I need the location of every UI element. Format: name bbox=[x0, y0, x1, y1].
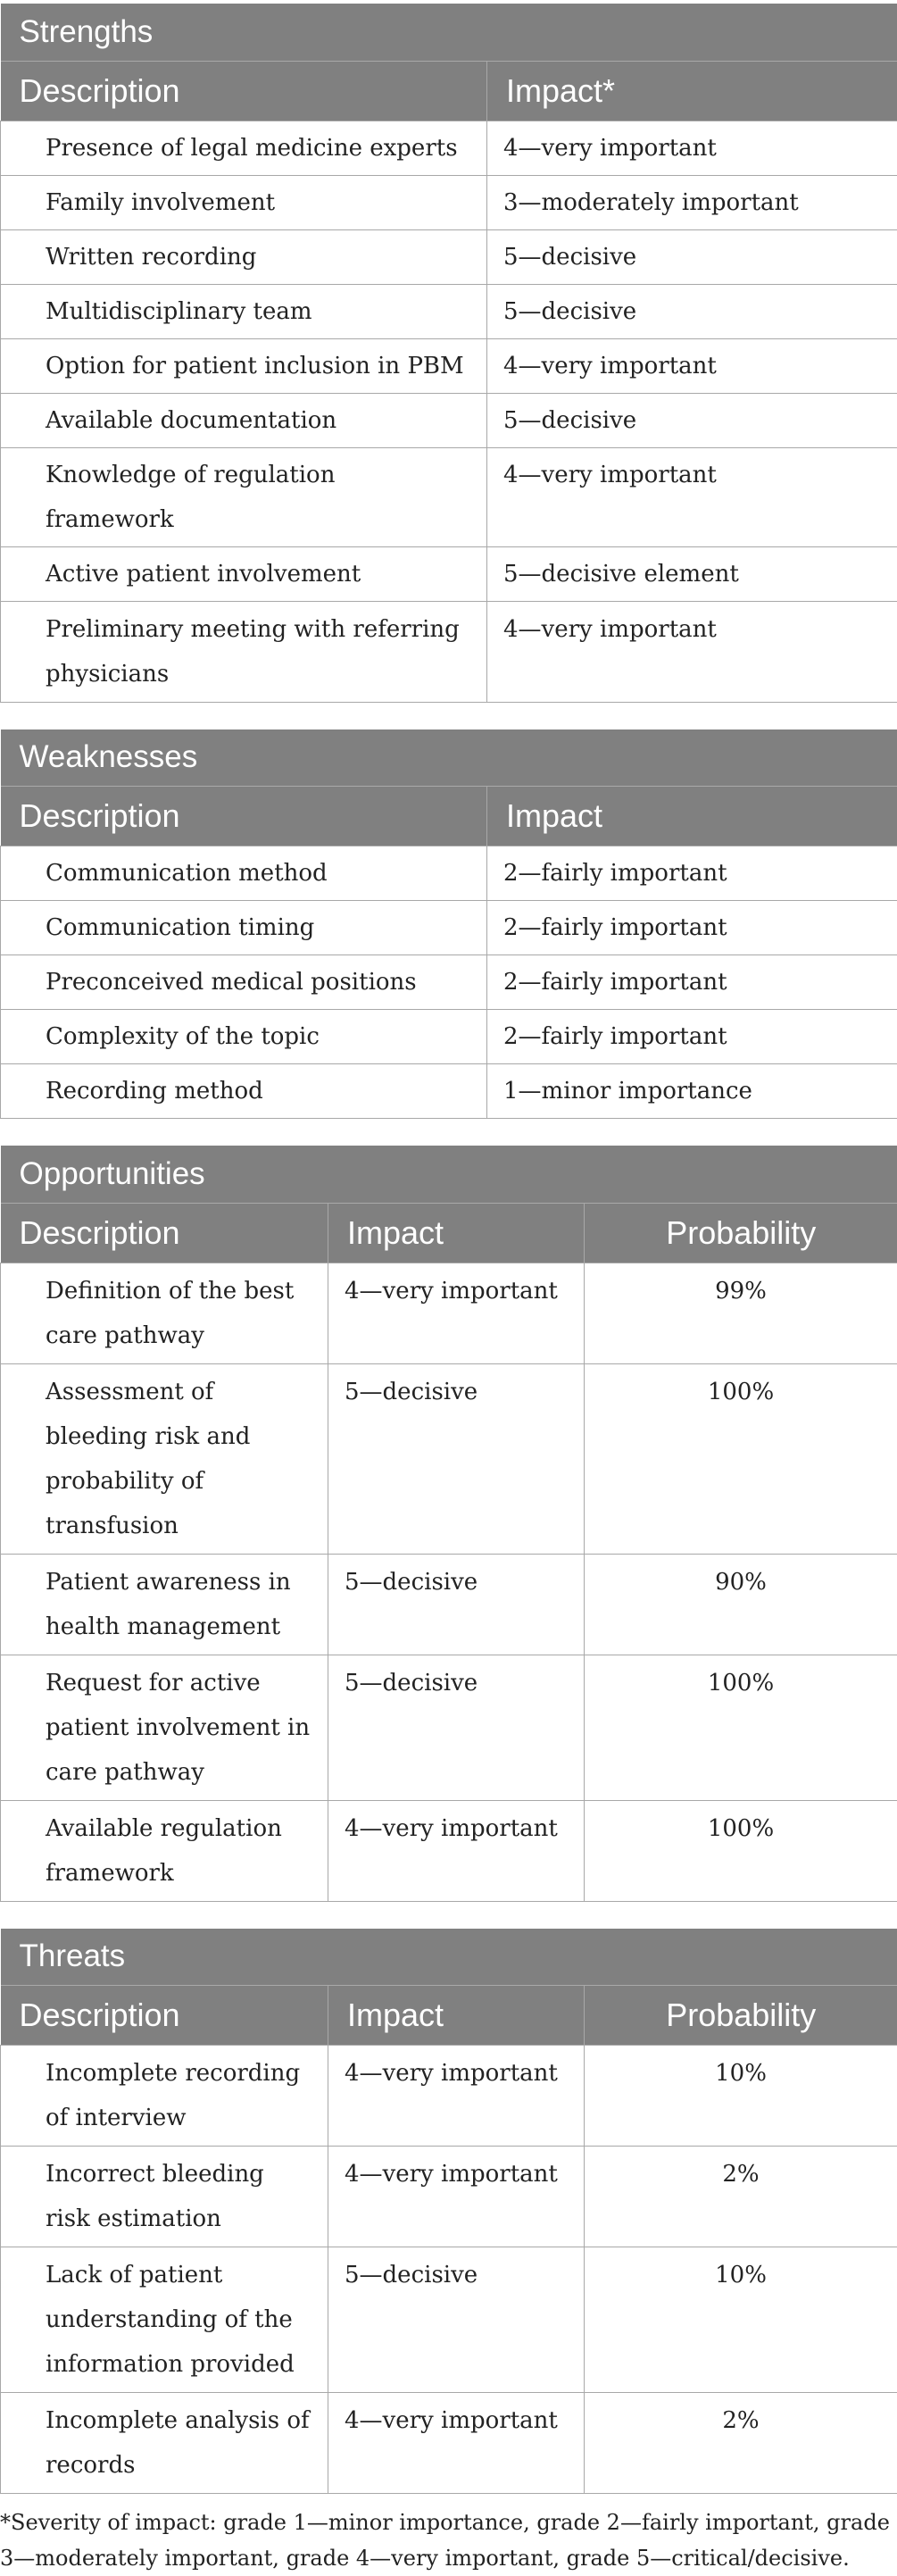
threat-description: Lack of patient understanding of the information provided bbox=[1, 2247, 328, 2393]
table-row bbox=[1, 121, 897, 175]
table-row bbox=[1, 1800, 897, 1901]
weaknesses-col-description: Description bbox=[1, 787, 487, 846]
threats-title: Threats bbox=[1, 1929, 897, 1986]
opportunity-description: Assessment of bleeding risk and probability of transfusion bbox=[1, 1363, 328, 1554]
opportunity-description: Available regulation framework bbox=[1, 1800, 328, 1901]
table-row bbox=[1, 901, 897, 955]
table-row bbox=[1, 1363, 897, 1554]
table-row bbox=[1, 2393, 897, 2494]
table-row bbox=[1, 1010, 897, 1064]
threats-header-row bbox=[1, 1986, 897, 2046]
opportunity-impact: 5—decisive bbox=[328, 1655, 585, 1800]
strength-impact: 4—very important bbox=[487, 601, 897, 702]
strengths-header-row bbox=[1, 61, 897, 121]
threat-impact: 4—very important bbox=[328, 2046, 585, 2147]
opportunities-col-description: Description bbox=[1, 1203, 328, 1263]
weakness-description: Communication method bbox=[1, 846, 487, 901]
table-row bbox=[1, 1655, 897, 1800]
opportunity-impact: 5—decisive bbox=[328, 1363, 585, 1554]
opportunity-probability: 99% bbox=[585, 1263, 897, 1363]
section-gap bbox=[0, 703, 897, 729]
strength-impact: 5—decisive bbox=[487, 284, 897, 338]
threat-description: Incorrect bleeding risk estimation bbox=[1, 2147, 328, 2247]
weakness-impact: 2—fairly important bbox=[487, 901, 897, 955]
table-row bbox=[1, 1263, 897, 1363]
section-gap bbox=[0, 1902, 897, 1929]
table-row bbox=[1, 2046, 897, 2147]
weakness-impact: 1—minor importance bbox=[487, 1064, 897, 1119]
strength-impact: 3—moderately important bbox=[487, 175, 897, 229]
threat-impact: 5—decisive bbox=[328, 2247, 585, 2393]
strength-description: Option for patient inclusion in PBM bbox=[1, 338, 487, 393]
strength-impact: 5—decisive bbox=[487, 229, 897, 284]
table-row bbox=[1, 393, 897, 447]
threat-description: Incomplete analysis of records bbox=[1, 2393, 328, 2494]
strength-impact: 4—very important bbox=[487, 338, 897, 393]
strength-impact: 4—very important bbox=[487, 121, 897, 175]
strength-impact: 4—very important bbox=[487, 447, 897, 546]
weakness-description: Complexity of the topic bbox=[1, 1010, 487, 1064]
strength-description: Presence of legal medicine experts bbox=[1, 121, 487, 175]
opportunity-impact: 4—very important bbox=[328, 1263, 585, 1363]
threat-impact: 4—very important bbox=[328, 2393, 585, 2494]
strength-description: Multidisciplinary team bbox=[1, 284, 487, 338]
strengths-col-impact: Impact* bbox=[487, 61, 897, 121]
strength-description: Available documentation bbox=[1, 393, 487, 447]
strength-impact: 5—decisive bbox=[487, 393, 897, 447]
opportunities-title-row bbox=[1, 1146, 897, 1203]
opportunities-table bbox=[0, 1146, 897, 1902]
opportunities-col-probability: Probability bbox=[585, 1203, 897, 1263]
table-row bbox=[1, 229, 897, 284]
opportunity-impact: 5—decisive bbox=[328, 1554, 585, 1655]
table-row bbox=[1, 1064, 897, 1119]
strength-description: Active patient involvement bbox=[1, 546, 487, 601]
strengths-col-description: Description bbox=[1, 61, 487, 121]
weaknesses-header-row bbox=[1, 787, 897, 846]
strengths-table bbox=[0, 4, 897, 703]
weakness-impact: 2—fairly important bbox=[487, 1010, 897, 1064]
table-row bbox=[1, 955, 897, 1010]
weakness-description: Recording method bbox=[1, 1064, 487, 1119]
opportunities-title: Opportunities bbox=[1, 1146, 897, 1203]
table-row bbox=[1, 601, 897, 702]
weaknesses-table bbox=[0, 729, 897, 1120]
threat-probability: 2% bbox=[585, 2393, 897, 2494]
threats-col-probability: Probability bbox=[585, 1986, 897, 2046]
opportunity-description: Patient awareness in health management bbox=[1, 1554, 328, 1655]
strength-impact: 5—decisive element bbox=[487, 546, 897, 601]
opportunity-probability: 100% bbox=[585, 1363, 897, 1554]
footnote: *Severity of impact: grade 1—minor importance, grade 2—fairly important, grade 3—moderately important, grade 4—very important, grade 5—critical/decisive. bbox=[0, 2494, 897, 2576]
table-row bbox=[1, 546, 897, 601]
section-gap bbox=[0, 1119, 897, 1146]
strengths-title-row bbox=[1, 4, 897, 61]
threats-title-row bbox=[1, 1929, 897, 1986]
table-row bbox=[1, 1554, 897, 1655]
table-row bbox=[1, 284, 897, 338]
threats-table bbox=[0, 1929, 897, 2495]
table-row bbox=[1, 2247, 897, 2393]
opportunity-description: Request for active patient involvement in care pathway bbox=[1, 1655, 328, 1800]
threat-probability: 10% bbox=[585, 2046, 897, 2147]
strength-description: Knowledge of regulation framework bbox=[1, 447, 487, 546]
weaknesses-col-impact: Impact bbox=[487, 787, 897, 846]
opportunity-probability: 90% bbox=[585, 1554, 897, 1655]
table-row bbox=[1, 846, 897, 901]
threat-description: Incomplete recording of interview bbox=[1, 2046, 328, 2147]
opportunity-description: Definition of the best care pathway bbox=[1, 1263, 328, 1363]
threats-col-impact: Impact bbox=[328, 1986, 585, 2046]
strength-description: Family involvement bbox=[1, 175, 487, 229]
weakness-description: Preconceived medical positions bbox=[1, 955, 487, 1010]
weakness-impact: 2—fairly important bbox=[487, 955, 897, 1010]
strength-description: Preliminary meeting with referring physicians bbox=[1, 601, 487, 702]
opportunity-probability: 100% bbox=[585, 1800, 897, 1901]
threat-probability: 10% bbox=[585, 2247, 897, 2393]
table-row bbox=[1, 175, 897, 229]
strength-description: Written recording bbox=[1, 229, 487, 284]
swot-document bbox=[0, 4, 897, 2576]
weakness-description: Communication timing bbox=[1, 901, 487, 955]
weaknesses-title-row bbox=[1, 729, 897, 787]
opportunities-header-row bbox=[1, 1203, 897, 1263]
threats-col-description: Description bbox=[1, 1986, 328, 2046]
table-row bbox=[1, 447, 897, 546]
weaknesses-title: Weaknesses bbox=[1, 729, 897, 787]
opportunities-col-impact: Impact bbox=[328, 1203, 585, 1263]
table-row bbox=[1, 2147, 897, 2247]
strengths-title: Strengths bbox=[1, 4, 897, 61]
opportunity-probability: 100% bbox=[585, 1655, 897, 1800]
table-row bbox=[1, 338, 897, 393]
opportunity-impact: 4—very important bbox=[328, 1800, 585, 1901]
threat-impact: 4—very important bbox=[328, 2147, 585, 2247]
threat-probability: 2% bbox=[585, 2147, 897, 2247]
weakness-impact: 2—fairly important bbox=[487, 846, 897, 901]
